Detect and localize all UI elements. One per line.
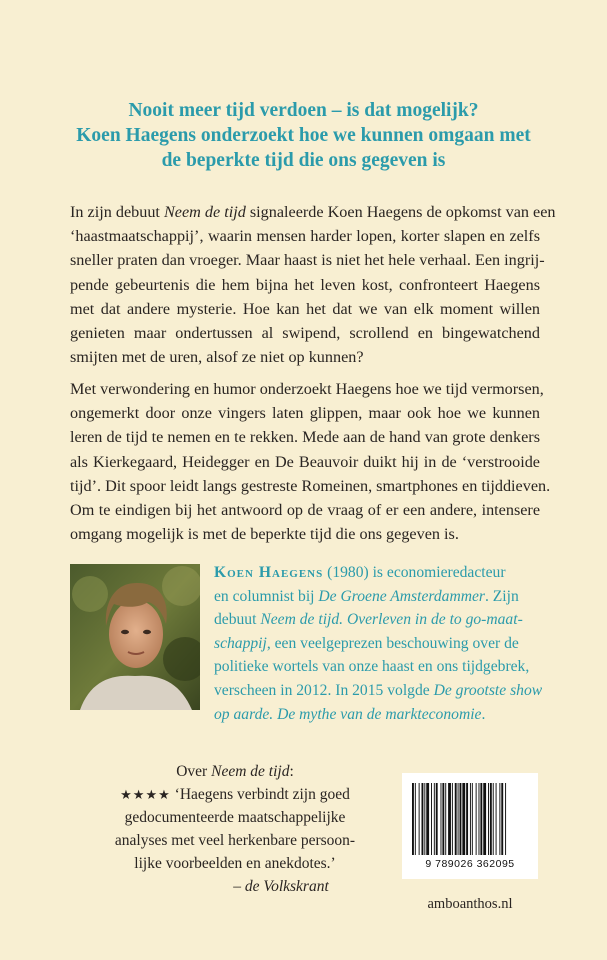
headline-line: Koen Haegens onderzoekt hoe we kunnen omgaan met: [76, 125, 531, 146]
author-name: Koen Haegens: [214, 564, 324, 581]
quote-source: – de Volkskrant: [233, 878, 329, 895]
blurb-line: Met verwondering en humor onderzoekt Haegens hoe we tijd vermorsen,: [70, 380, 544, 398]
quote-intro: Over Neem de tijd:: [176, 763, 294, 780]
quote-line: analyses met veel herkenbare persoon-: [114, 832, 356, 849]
blurb-line: smijten met de uren, alsof ze niet op kunnen?: [70, 348, 364, 367]
author-bio: [214, 561, 543, 726]
bio-line: debuut Neem de tijd. Overleven in de to go-maat-: [214, 611, 523, 629]
quote-line: lijke voorbeelden en anekdotes.’: [134, 855, 336, 872]
isbn-number: 9 789026 362095: [425, 858, 515, 870]
book-title: Neem de tijd: [163, 203, 246, 221]
blurb-line: als Kierkegaard, Heidegger en De Beauvoir duikt hij in de ‘verstrooide: [70, 452, 540, 471]
bio-line: Koen Haegens (1980) is economieredacteur: [214, 564, 506, 581]
blurb-line: ‘haastmaatschappij’, waarin mensen harder lopen, korter slapen en zelfs: [70, 227, 540, 246]
bio-line: schappij, een veelgeprezen beschouwing over de: [214, 634, 519, 652]
blurb-line: leren de tijd te nemen en te rekken. Mede aan de hand van grote denkers: [70, 428, 540, 447]
bio-line: op aarde. De mythe van de markteconomie.: [214, 705, 486, 723]
blurb-line: omgang mogelijk is met de beperkte tijd die ons gegeven is.: [70, 525, 459, 544]
headline-line: Nooit meer tijd verdoen – is dat mogelijk?: [128, 100, 479, 121]
blurb-line: In zijn debuut Neem de tijd signaleerde Koen Haegens de opkomst van een: [70, 203, 556, 221]
quote-line: gedocumenteerde maatschappelijke: [124, 809, 346, 826]
isbn-barcode: [402, 773, 538, 879]
headline-line: de beperkte tijd die ons gegeven is: [161, 150, 446, 171]
rating-stars-icon: ★★★★: [120, 787, 171, 802]
back-cover-headline: [0, 98, 607, 173]
bio-line: verscheen in 2012. In 2015 volgde De grootste show: [214, 681, 543, 699]
blurb-line: sneller praten dan vroeger. Maar haast is niet het hele verhaal. Een ingrij-: [70, 251, 545, 270]
blurb-line: Om te eindigen bij het antwoord op de vraag of er een andere, intensere: [70, 501, 540, 520]
blurb-paragraph-2: [70, 377, 551, 546]
blurb-line: met dat andere mysterie. Hoe kan het dat we van elk moment willen: [70, 299, 540, 318]
blurb-line: genieten maar ondertussen al swipend, scrollend en bingewatchend: [70, 324, 540, 343]
press-quote: [90, 760, 380, 898]
blurb-line: ongemerkt door onze vingers laten glippen, maar ook hoe we kunnen: [70, 404, 540, 423]
barcode-icon: [402, 773, 538, 859]
bio-line: politieke wortels van onze haast en ons tijdgebrek,: [214, 658, 530, 676]
blurb-line: tijd’. Dit spoor leidt langs gestreste Romeinen, smartphones en tijddieven.: [70, 476, 551, 495]
bio-line: en columnist bij De Groene Amsterdammer. Zijn: [214, 587, 519, 605]
publisher-website: amboanthos.nl: [427, 896, 513, 912]
author-photo: [70, 564, 200, 710]
quote-line: ★★★★ ‘Haegens verbindt zijn goed: [120, 786, 350, 803]
blurb-paragraph-1: [70, 200, 556, 369]
blurb-line: pende gebeurtenis die hem bijna het leven kost, confronteert Haegens: [70, 275, 540, 294]
